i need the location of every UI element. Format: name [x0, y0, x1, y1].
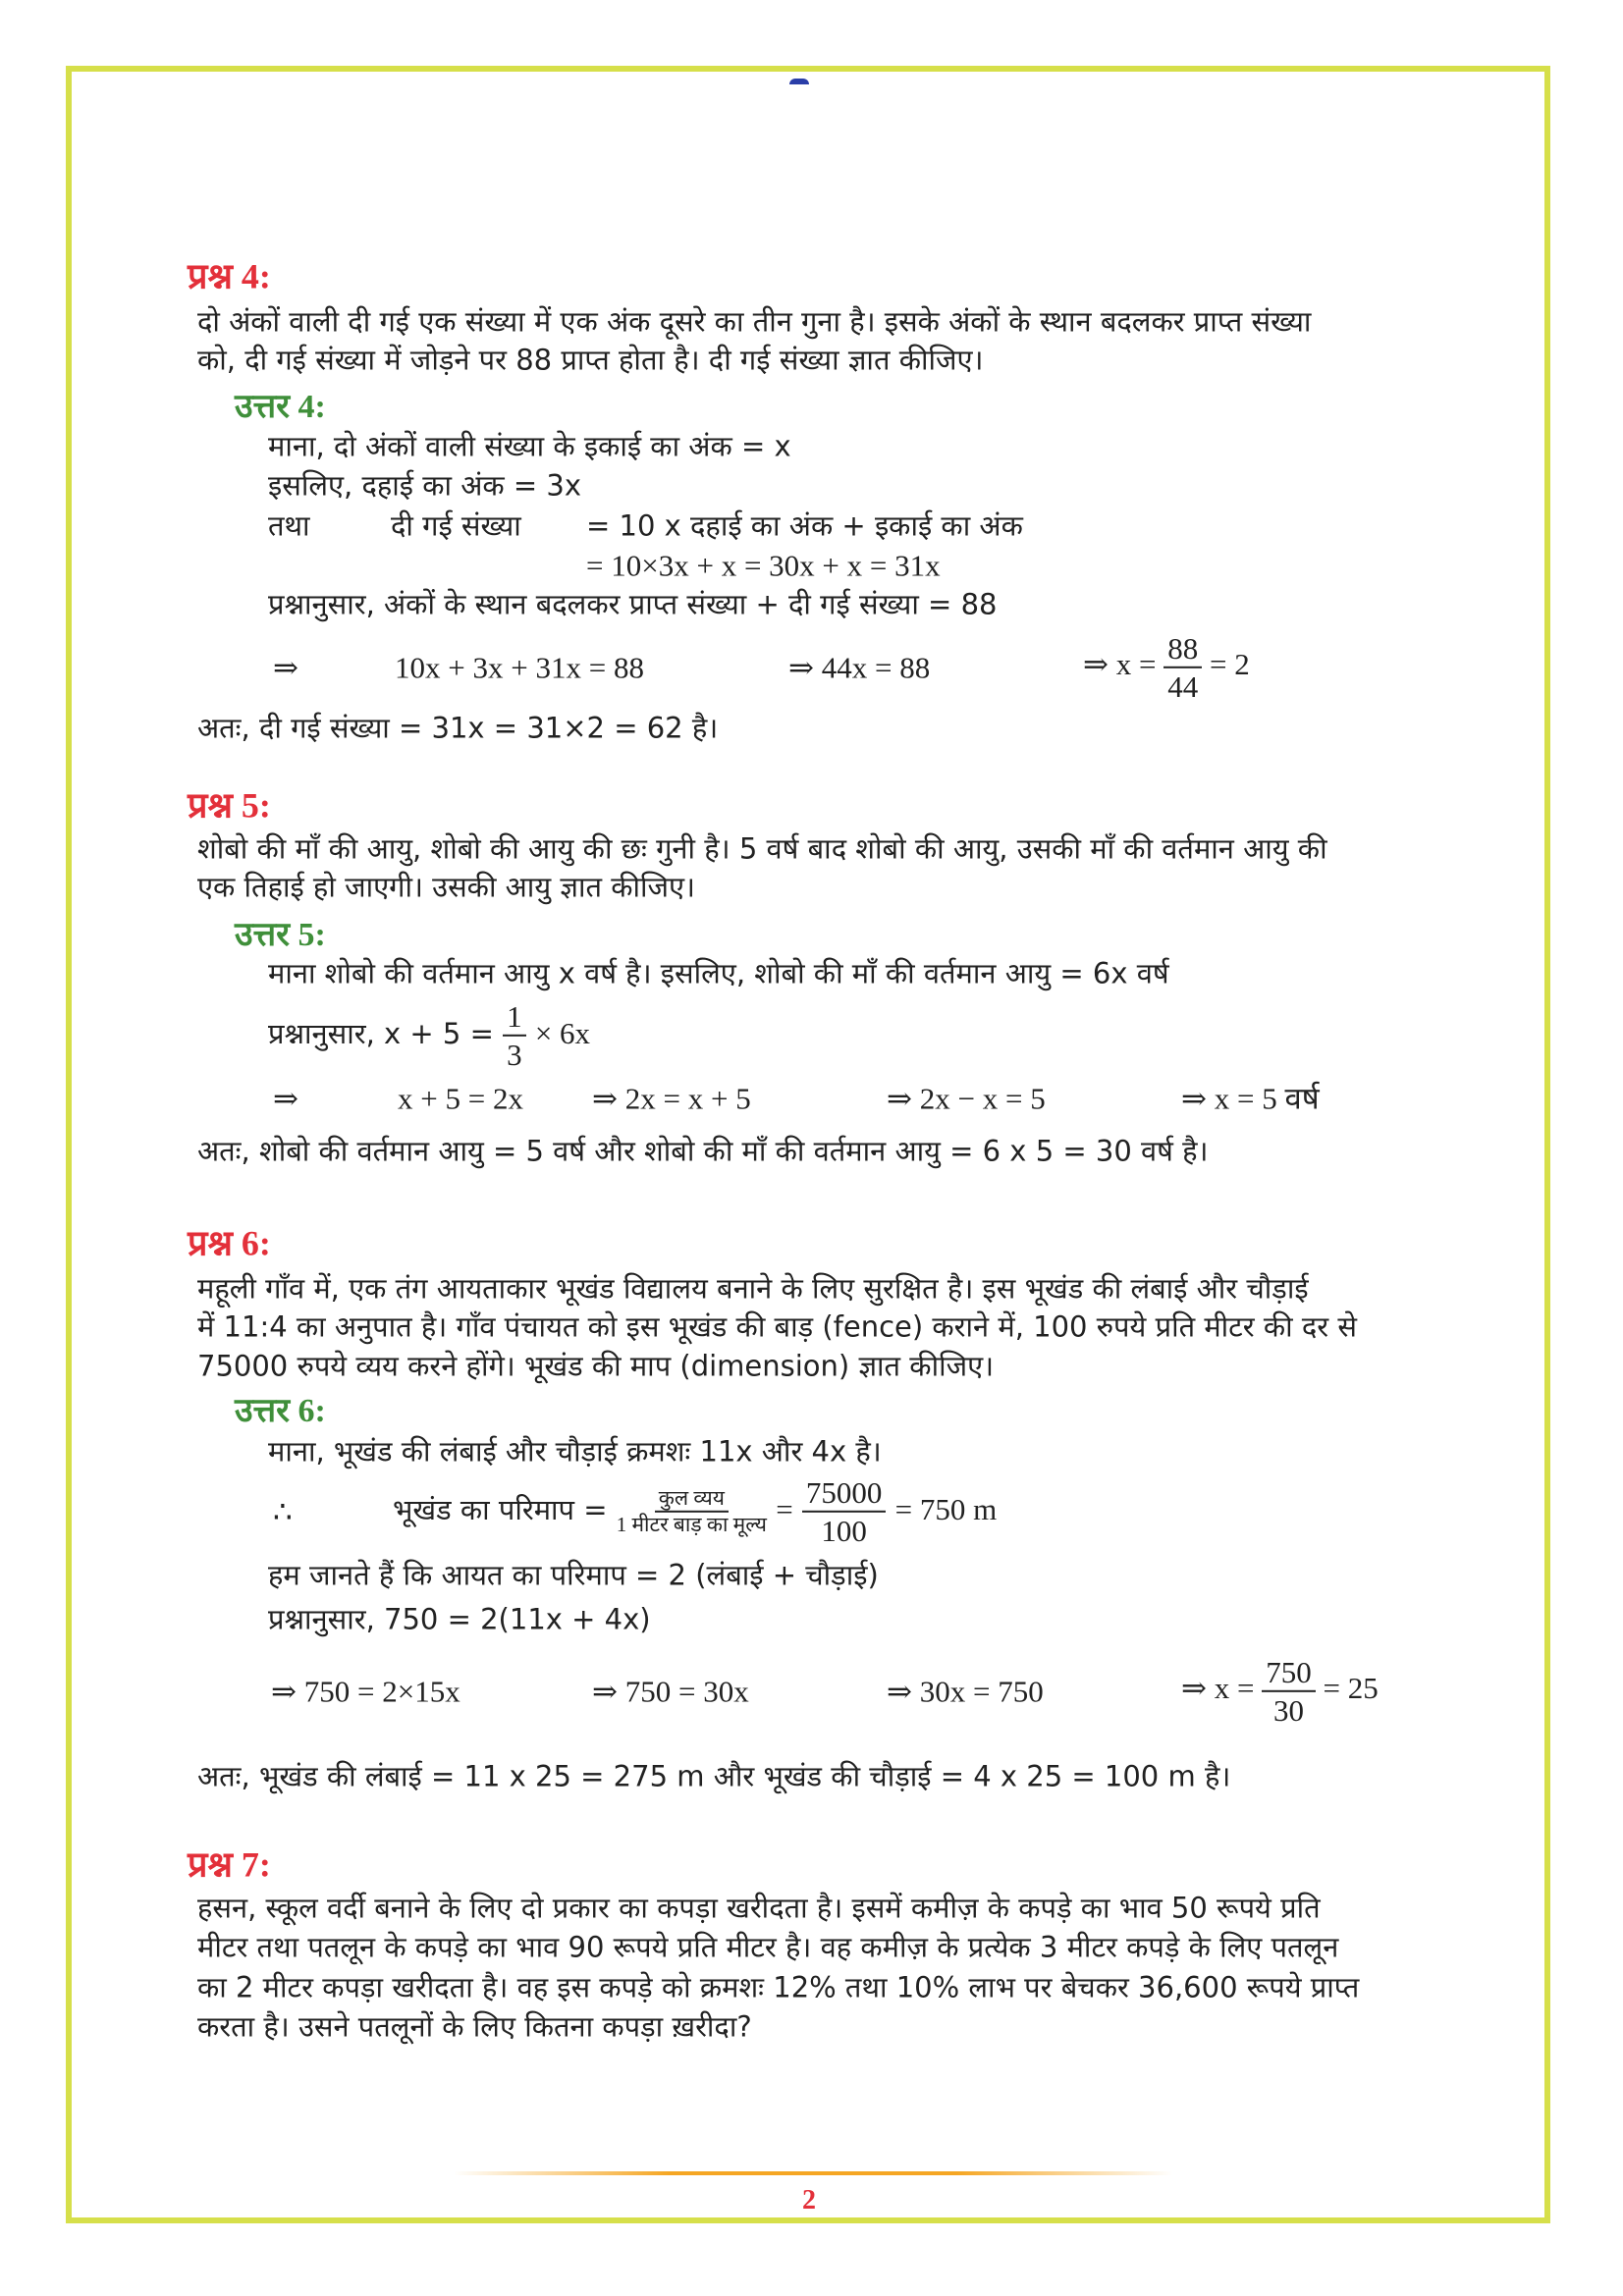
answer-4-step: तथा: [268, 508, 310, 543]
denominator: 3: [507, 1038, 522, 1072]
denominator: 100: [821, 1514, 867, 1548]
answer-4-step: = 10×3x + x = 30x + x = 31x: [586, 548, 941, 583]
question-4-text: दो अंकों वाली दी गई एक संख्या में एक अंक दूसरे का तीन गुना है। इसके अंकों के स्थान बदलकर प्राप्त संख्या: [197, 304, 1312, 339]
page-number: 2: [802, 2185, 816, 2216]
equation: ⇒ 750 = 30x: [592, 1674, 749, 1709]
question-7-text: मीटर तथा पतलून के कपड़े का भाव 90 रूपये प्रति मीटर है। वह कमीज़ के प्रत्येक 3 मीटर कपड़े के लिए पतलून: [197, 1930, 1339, 1964]
equation: ⇒ 2x − x = 5: [887, 1081, 1046, 1116]
equation: [1181, 1654, 1379, 1729]
equation: ⇒ 750 = 2×15x: [271, 1674, 460, 1709]
answer-6-step: माना, भूखंड की लंबाई और चौड़ाई क्रमशः 11x और 4x है।: [268, 1434, 882, 1468]
question-6-text: महूली गाँव में, एक तंग आयताकार भूखंड विद्यालय बनाने के लिए सुरक्षित है। इस भूखंड की लंबाई और चौड़ाई: [197, 1271, 1309, 1306]
fraction: [503, 998, 526, 1073]
equation: x + 5 = 2x: [398, 1081, 523, 1116]
equation: ⇒ 2x = x + 5: [592, 1081, 751, 1116]
answer-4-heading: उत्तर 4:: [235, 389, 326, 425]
equation: ⇒ 44x = 88: [788, 650, 931, 685]
eq-lhs: ⇒ x =: [1181, 1671, 1255, 1706]
denominator: 1 मीटर बाड़ का मूल्य: [616, 1513, 767, 1536]
top-mark: [789, 79, 809, 84]
answer-4-step: दी गई संख्या: [391, 508, 521, 543]
answer-4-step: माना, दो अंकों वाली संख्या के इकाई का अंक = x: [268, 429, 791, 463]
answer-6-step: [393, 1474, 997, 1549]
numerator: 750: [1262, 1654, 1316, 1692]
question-5-text: एक तिहाई हो जाएगी। उसकी आयु ज्ञात कीजिए।: [197, 870, 696, 904]
question-4-text: को, दी गई संख्या में जोड़ने पर 88 प्राप्त होता है। दी गई संख्या ज्ञात कीजिए।: [197, 343, 984, 377]
answer-5-step: [268, 998, 590, 1073]
question-7-heading: प्रश्न 7:: [188, 1844, 271, 1885]
implies-symbol: ⇒: [273, 1081, 298, 1116]
eq-lhs: भूखंड का परिमाप =: [393, 1493, 608, 1526]
answer-6-step: हम जानते हैं कि आयत का परिमाप = 2 (लंबाई + चौड़ाई): [268, 1558, 879, 1592]
question-6-text: 75000 रुपये व्यय करने होंगे। भूखंड की माप (dimension) ज्ञात कीजिए।: [197, 1349, 995, 1383]
numerator: 88: [1163, 630, 1202, 668]
implies-symbol: ⇒: [273, 650, 298, 685]
question-4-heading: प्रश्न 4:: [188, 256, 271, 296]
eq-rhs: = 25: [1323, 1671, 1379, 1706]
numerator: 75000: [802, 1474, 887, 1513]
numerator: कुल व्यय: [655, 1486, 729, 1513]
question-7-text: हसन, स्कूल वर्दी बनाने के लिए दो प्रकार का कपड़ा खरीदता है। इसमें कमीज़ के कपड़े का भाव 50 रूपये प्रति: [197, 1891, 1321, 1925]
question-5-text: शोबो की माँ की आयु, शोबो की आयु की छः गुनी है। 5 वर्ष बाद शोबो की आयु, उसकी माँ की वर्तमान आयु की: [197, 831, 1327, 866]
footer-divider: [454, 2171, 1172, 2175]
question-7-text: करता है। उसने पतलूनों के लिए कितना कपड़ा ख़रीदा?: [197, 2009, 752, 2044]
eq-rhs: × 6x: [534, 1016, 591, 1050]
answer-6-heading: उत्तर 6:: [235, 1393, 326, 1429]
answer-4-step: = 10 x दहाई का अंक + इकाई का अंक: [586, 508, 1023, 543]
answer-6-step: प्रश्नानुसार, 750 = 2(11x + 4x): [268, 1602, 651, 1636]
fraction: [1163, 630, 1202, 705]
answer-6-conclusion: अतः, भूखंड की लंबाई = 11 x 25 = 275 m और भूखंड की चौड़ाई = 4 x 25 = 100 m है।: [197, 1759, 1231, 1793]
equation: ⇒ x = 5 वर्ष: [1181, 1081, 1320, 1116]
answer-5-conclusion: अतः, शोबो की वर्तमान आयु = 5 वर्ष और शोबो की माँ की वर्तमान आयु = 6 x 5 = 30 वर्ष है।: [197, 1134, 1209, 1168]
question-7-text: का 2 मीटर कपड़ा खरीदता है। वह इस कपड़े को क्रमशः 12% तथा 10% लाभ पर बेचकर 36,600 रूपये प्राप्त: [197, 1970, 1360, 2004]
fraction: [802, 1474, 887, 1549]
answer-4-conclusion: अतः, दी गई संख्या = 31x = 31×2 = 62 है।: [197, 711, 719, 745]
question-5-heading: प्रश्न 5:: [188, 785, 271, 826]
answer-4-step: इसलिए, दहाई का अंक = 3x: [268, 468, 582, 503]
denominator: 30: [1272, 1693, 1304, 1728]
answer-5-step: माना शोबो की वर्तमान आयु x वर्ष है। इसलिए, शोबो की माँ की वर्तमान आयु = 6x वर्ष: [268, 956, 1169, 990]
denominator: 44: [1167, 669, 1199, 704]
equation: [1083, 630, 1250, 705]
equation: ⇒ 30x = 750: [887, 1674, 1044, 1709]
eq-rhs: = 2: [1209, 647, 1250, 682]
equation: 10x + 3x + 31x = 88: [395, 650, 644, 685]
answer-4-step: प्रश्नानुसार, अंकों के स्थान बदलकर प्राप्त संख्या + दी गई संख्या = 88: [268, 587, 998, 621]
therefore-symbol: ∴: [273, 1494, 293, 1529]
fraction: [617, 1486, 767, 1537]
equals: =: [776, 1492, 793, 1526]
question-6-heading: प्रश्न 6:: [188, 1223, 271, 1263]
answer-5-heading: उत्तर 5:: [235, 917, 326, 953]
question-6-text: में 11:4 का अनुपात है। गाँव पंचायत को इस भूखंड की बाड़ (fence) कराने में, 100 रुपये प्रति मीटर की दर से: [197, 1309, 1357, 1344]
eq-lhs: ⇒ x =: [1083, 647, 1157, 682]
numerator: 1: [503, 998, 526, 1037]
fraction: [1262, 1654, 1316, 1729]
eq-lhs: प्रश्नानुसार, x + 5 =: [268, 1017, 494, 1050]
eq-rhs: = 750 m: [894, 1492, 998, 1526]
